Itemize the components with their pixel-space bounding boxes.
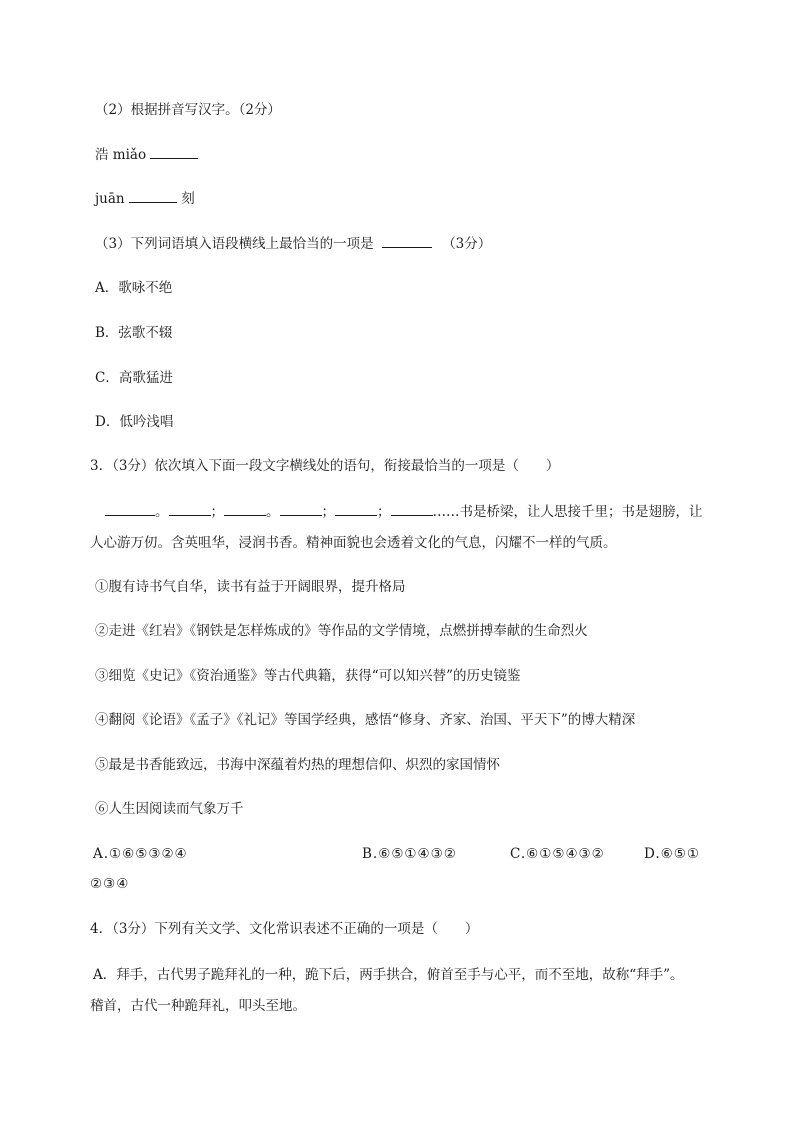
passage-separator: ； (321, 504, 335, 520)
q3-passage-line-1 (105, 502, 703, 522)
answer-blank[interactable] (335, 503, 377, 516)
option-c: C．高歌猛进 (95, 370, 173, 386)
q4-option-a-line-2: 稽首，古代一种跪拜礼，叩头至地。 (90, 998, 306, 1014)
option-d: D．低吟浅唱 (95, 414, 174, 430)
passage-separator: ； (377, 504, 391, 520)
part3-title-line (95, 234, 491, 254)
q4-stem: 4．（3分）下列有关文学、文化常识表述不正确的一项是（ ） (90, 921, 479, 937)
answer-blank[interactable] (105, 503, 155, 516)
q3-choice-b: B.⑥⑤①④③② (362, 846, 457, 862)
q3-item-4: ④翻阅《论语》《孟子》《礼记》等国学经典，感悟“修身、齐家、治国、平天下”的博大精深 (95, 712, 636, 728)
answer-blank[interactable] (280, 503, 322, 516)
answer-blank[interactable] (224, 503, 266, 516)
answer-blank[interactable] (382, 235, 432, 248)
q3-item-5: ⑤最是书香能致远，书海中深蕴着灼热的理想信仰、炽烈的家国情怀 (95, 757, 500, 773)
q3-item-2: ②走进《红岩》《钢铁是怎样炼成的》等作品的文学情境，点燃拼搏奉献的生命烈火 (95, 623, 588, 639)
answer-blank[interactable] (150, 146, 198, 159)
q3-choice-a: A.①⑥⑤③②④ (93, 846, 188, 862)
answer-blank[interactable] (391, 503, 433, 516)
passage-separator: 。 (155, 504, 169, 520)
q3-choice-d-cont: ②③④ (90, 876, 130, 892)
part2-title: （2）根据拼音写汉字。（2分） (95, 102, 281, 118)
passage-tail: ……书是桥梁，让人思接千里；书是翅膀，让 (432, 504, 703, 520)
pinyin-item-1 (95, 145, 198, 165)
q3-passage-line-2: 人心游万仞。含英咀华，浸润书香。精神面貌也会透着文化的气息，闪耀不一样的气质。 (90, 535, 617, 551)
pinyin-1-prefix: 浩 miǎo (95, 147, 147, 163)
q3-item-3: ③细览《史记》《资治通鉴》等古代典籍，获得“可以知兴替”的历史镜鉴 (95, 668, 521, 684)
q3-choice-c: C.⑥①⑤④③② (510, 846, 605, 862)
option-a: A．歌咏不绝 (95, 280, 173, 296)
q4-option-a-line-1: A．拜手，古代男子跪拜礼的一种，跪下后，两手拱合，俯首至手与心平，而不至地，故称“拜手”。 (93, 967, 684, 983)
answer-blank[interactable] (169, 503, 211, 516)
q3-item-1: ①腹有诗书气自华，读书有益于开阔眼界，提升格局 (95, 579, 406, 595)
pinyin-2-suffix: 刻 (181, 191, 195, 207)
part3-score: （3分） (442, 236, 492, 252)
q3-stem: 3．（3分）依次填入下面一段文字横线处的语句，衔接最恰当的一项是（ ） (90, 458, 560, 474)
pinyin-2-prefix: juān (95, 191, 125, 207)
pinyin-item-2 (95, 189, 195, 209)
q3-item-6: ⑥人生因阅读而气象万千 (95, 801, 244, 817)
part3-title: （3）下列词语填入语段横线上最恰当的一项是 (95, 236, 374, 252)
passage-separator: 。 (266, 504, 280, 520)
q3-choice-d: D.⑥⑤① (644, 846, 700, 862)
passage-separator: ； (210, 504, 224, 520)
answer-blank[interactable] (129, 190, 177, 203)
option-b: B．弦歌不辍 (95, 325, 173, 341)
